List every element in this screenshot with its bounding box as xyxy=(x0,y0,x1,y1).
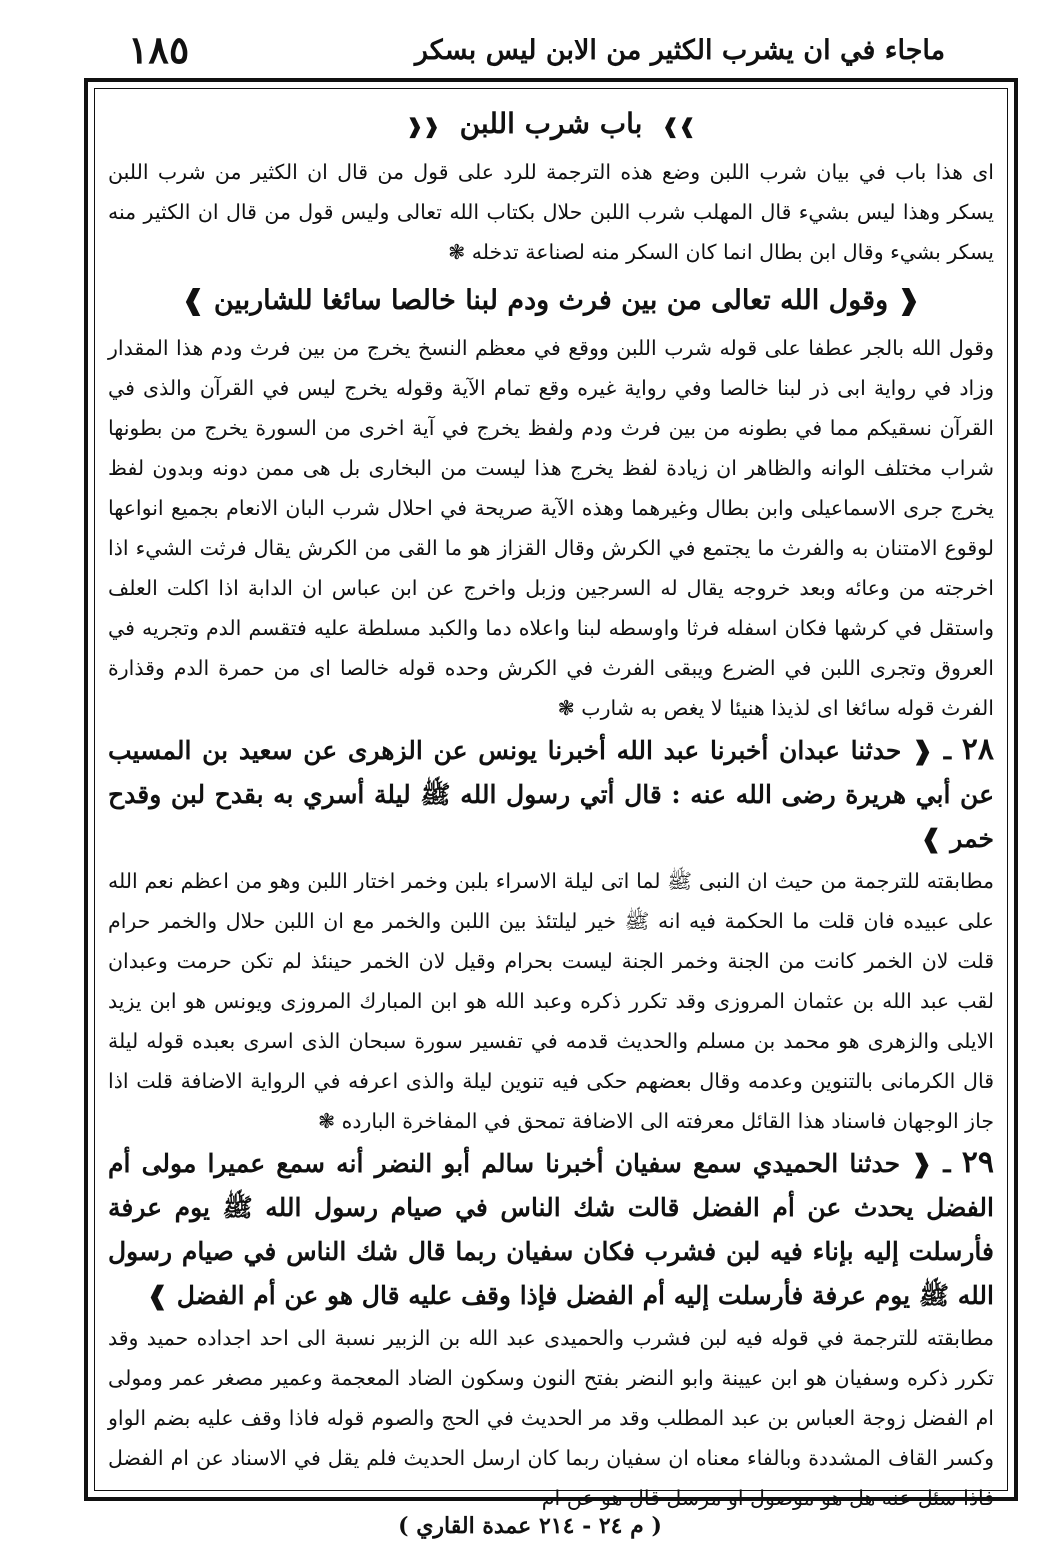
commentary-paragraph: مطابقته للترجمة من حيث ان النبى ﷺ لما اتى ليلة الاسراء بلبن وخمر اختار اللبن وهو من اعظم نعم الله على عبيده فان قلت ما الحكمة فيه انه ﷺ خير ليلتئذ بين اللبن والخمر مع ان اللبن حلال والخمر حرام قلت لان الخمر كانت من الجنة وخمر الجنة ليست بحرام وقيل لان الخمر حينئذ لم تكن حرمت وعبدان لقب عبد الله بن عثمان المروزى وقد تكرر ذكره وعبد الله هو ابن المبارك المروزى ويونس هو ابن يزيد الايلى والزهرى هو محمد بن مسلم والحديث قدمه في تفسير سورة سبحان الذى اسرى بعبده قوله ليلة قال الكرمانى بالتنوين وعدمه وقال بعضهم حكى فيه تنوين ليلة والذى اعرفه في الرواية الاضافة قلت اذا جاز الوجهان فاسناد هذا القائل معرفته الى الاضافة تمحق في المفاخرة البارده ❃ xyxy=(108,869,994,1133)
hadith-number: ٢٨ xyxy=(961,732,994,767)
page-header xyxy=(0,0,1039,78)
page-body xyxy=(108,100,994,1510)
section-title-text: باب شرب اللبن xyxy=(459,107,643,140)
commentary-paragraph: اى هذا باب في بيان شرب اللبن وضع هذه الترجمة للرد على قول من قال ان الكثير من شرب اللبن يسكر وهذا ليس بشيء قال المهلب شرب اللبن حلال بكتاب الله تعالى وليس قول من قال ان الكثير منه يسكر بشيء وقال ابن بطال انما كان السكر منه لصناعة تدخله ❃ xyxy=(108,160,994,264)
ornament-icon: ❱❱ xyxy=(662,114,696,138)
section-title xyxy=(108,102,994,148)
quran-verse: ❰ وقول الله تعالى من بين فرث ودم لبنا خالصا سائغا للشاربين ❱ xyxy=(181,285,921,316)
hadith-body: حدثنا عبدان أخبرنا عبد الله أخبرنا يونس عن الزهرى عن سعيد بن المسيب عن أبي هريرة رضى الله عنه : قال أتي رسول الله ﷺ ليلة أسري به بقدح لبن وقدح خمر ❱ xyxy=(108,736,994,853)
hadith-body: حدثنا الحميدي سمع سفيان أخبرنا سالم أبو النضر أنه سمع عميرا مولى أم الفضل يحدث عن أم الفضل قالت شك الناس في صيام رسول الله ﷺ يوم عرفة فأرسلت إليه بإناء فيه لبن فشرب فكان سفيان ربما قال شك الناس في صيام رسول الله ﷺ يوم عرفة فأرسلت إليه أم الفضل فإذا وقف عليه قال هو عن أم الفضل ❱ xyxy=(108,1149,994,1310)
hadith-text: ٢٩ ـ ❰ حدثنا الحميدي سمع سفيان أخبرنا سالم أبو النضر أنه سمع عميرا مولى أم الفضل يحدث عن أم الفضل قالت شك الناس في صيام رسول الله ﷺ يوم عرفة فأرسلت إليه بإناء فيه لبن فشرب فكان سفيان ربما قال شك الناس في صيام رسول الله ﷺ يوم عرفة فأرسلت إليه أم الفضل فإذا وقف عليه قال هو عن أم الفضل ❱ xyxy=(108,1145,994,1310)
commentary-paragraph: وقول الله بالجر عطفا على قوله شرب اللبن ووقع في معظم النسخ يخرج من بين فرث ودم هذا المقدار وزاد في رواية ابى ذر لبنا خالصا وفي رواية غيره وقع تمام الآية وقوله يخرج ليس في القرآن والذى في القرآن نسقيكم مما في بطونه من بين فرث ودم ولفظ يخرج في آية اخرى من السورة يخرج من بطونها شراب مختلف الوانه والظاهر ان زيادة لفظ يخرج هذا ليست من البخارى بل هى ممن دونه وبدون لفظ يخرج جرى الاسماعيلى وابن بطال وغيرهما وهذه الآية صريحة في احلال شرب البان الانعام بجميع انواعها لوقوع الامتنان به والفرث ما يجتمع في الكرش وقال القزاز هو ما القى من الكرش يقال فرثت الشيء اذا اخرجته من وعائه وبعد خروجه يقال له السرجين وزبل واخرج عن ابن عباس ان الدابة اذا اكلت العلف واستقل في كرشها فكان اسفله فرثا واوسطه لبنا واعلاه دما والكبد مسلطة عليه فتقسم الدم وتجريه في العروق وتجرى اللبن في الضرع ويبقى الفرث في الكرش وحده قوله خالصا اى من حمرة الدم وقذارة الفرث قوله سائغا اى لذيذا هنيئا لا يغص به شارب ❃ xyxy=(108,336,994,720)
commentary-paragraph: مطابقته للترجمة في قوله فيه لبن فشرب والحميدى عبد الله بن الزبير نسبة الى احد اجداده حميد وقد تكرر ذكره وسفيان هو ابن عيينة وابو النضر بفتح النون وسكون الضاد المعجمة وعمير مصغر عمر ومولى ام الفضل زوجة العباس بن عبد المطلب وقد مر الحديث في الحج والصوم قوله فاذا وقف عليه بضم الواو وكسر القاف المشددة وبالفاء معناه ان سفيان ربما كان ارسل الحديث فلم يقل في الاسناد عن ام الفضل فاذا سئل عنه هل هو موصول او مرسل قال هو عن ام xyxy=(108,1326,994,1510)
ornament-icon: ❰❰ xyxy=(406,114,440,138)
page-footer: ( م ٢٤ - ٢١٤ عمدة القاري ) xyxy=(398,1513,662,1539)
hadith-number: ٢٩ xyxy=(961,1145,994,1180)
page-number: ١٨٥ xyxy=(128,27,190,72)
hadith-text: ٢٨ ـ ❰ حدثنا عبدان أخبرنا عبد الله أخبرنا يونس عن الزهرى عن سعيد بن المسيب عن أبي هريرة رضى الله عنه : قال أتي رسول الله ﷺ ليلة أسري به بقدح لبن وقدح خمر ❱ xyxy=(108,732,994,853)
running-title: ماجاء في ان يشرب الكثير من الابن ليس بسكر xyxy=(414,35,946,66)
